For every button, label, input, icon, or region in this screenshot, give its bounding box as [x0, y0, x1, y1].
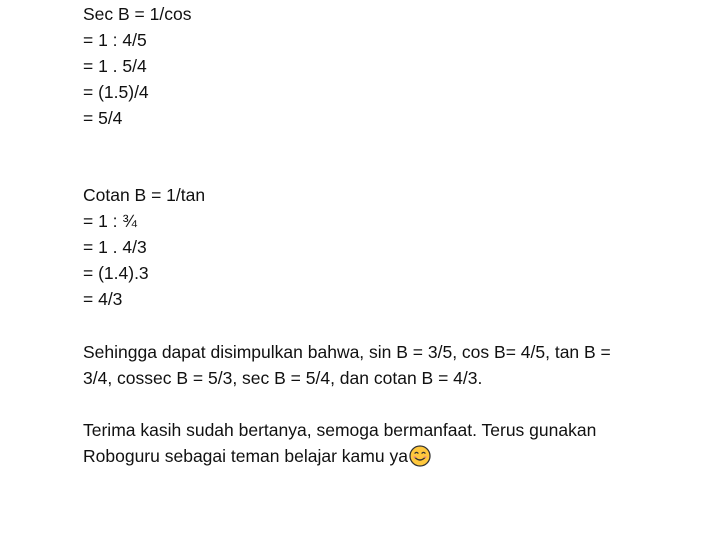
closing-line-2-text: Roboguru sebagai teman belajar kamu ya: [83, 446, 408, 466]
conclusion-line-1: Sehingga dapat disimpulkan bahwa, sin B = 3/5, cos B= 4/5, tan B =: [83, 342, 611, 362]
conclusion-paragraph: [83, 339, 643, 391]
sec-line-1: Sec B = 1/cos: [83, 4, 192, 24]
cotan-line-2: = 1 : ¾: [83, 211, 137, 231]
cotan-line-5: = 4/3: [83, 289, 123, 309]
cotan-line-1: Cotan B = 1/tan: [83, 185, 206, 205]
smiling-face-icon: [409, 445, 431, 467]
sec-line-3: = 1 . 5/4: [83, 56, 147, 76]
sec-line-4: = (1.5)/4: [83, 82, 149, 102]
closing-paragraph: [83, 417, 643, 469]
cotan-calculation: [83, 182, 643, 312]
closing-line-2: [83, 443, 643, 469]
conclusion-line-2: 3/4, cossec B = 5/3, sec B = 5/4, dan cotan B = 4/3.: [83, 368, 483, 388]
cotan-line-3: = 1 . 4/3: [83, 237, 147, 257]
sec-line-2: = 1 : 4/5: [83, 30, 147, 50]
cotan-line-4: = (1.4).3: [83, 263, 149, 283]
sec-line-5: = 5/4: [83, 108, 123, 128]
closing-line-1: Terima kasih sudah bertanya, semoga bermanfaat. Terus gunakan: [83, 420, 597, 440]
sec-calculation: [83, 1, 643, 131]
